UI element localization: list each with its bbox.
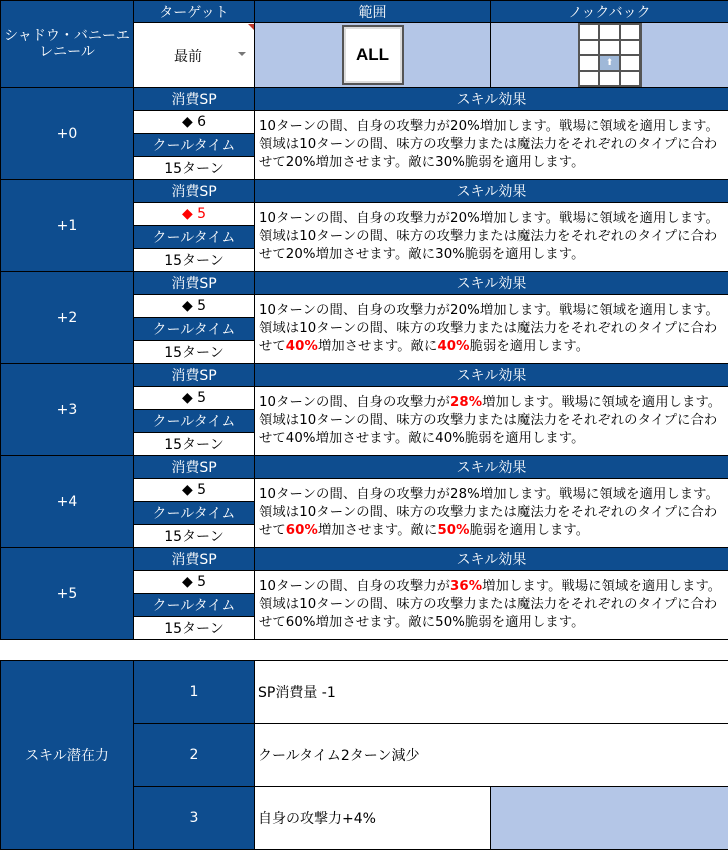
- potential-label: スキル潜在力: [1, 661, 134, 850]
- character-name: シャドウ・バニーエレニール: [4, 28, 130, 60]
- effect-label: スキル効果: [255, 88, 728, 111]
- effect-label: スキル効果: [255, 364, 728, 387]
- effect-segment: 脆弱を適用します。: [469, 523, 590, 538]
- cooldown-label: クールタイム: [134, 502, 255, 525]
- knockback-grid-icon: [578, 23, 642, 87]
- level-label: +5: [1, 548, 134, 640]
- range-header: 範囲: [255, 1, 491, 23]
- effect-segment: 10ターンの間、自身の攻撃力が20%増加します。戦場に領域を適用します。領域は10ターンの間、味方の攻撃力または魔法力をそれぞれのタイプに合わせて20%増加させます。敵に30%脆弱を適用します。: [259, 211, 719, 262]
- sp-value: ◆ 5: [134, 479, 255, 502]
- sp-value: ◆ 5: [134, 295, 255, 318]
- cooldown-value: 15ターン: [134, 341, 255, 364]
- target-header: ターゲット: [134, 1, 255, 23]
- effect-segment: 増加します。戦場に領域を適用します。領域は10ターンの間、味方の攻撃力または魔法力をそれぞれのタイプに合わせて40%増加させます。敵に40%脆弱を適用します。: [259, 395, 722, 446]
- effect-segment: 10ターンの間、自身の攻撃力が20%増加します。戦場に領域を適用します。領域は10ターンの間、味方の攻撃力または魔法力をそれぞれのタイプに合わせて20%増加させます。敵に30%脆弱を適用します。: [259, 119, 719, 170]
- effect-highlight: 60%: [285, 523, 318, 538]
- cooldown-label: クールタイム: [134, 594, 255, 617]
- character-name-cell: [1, 1, 134, 88]
- range-all-icon: [342, 25, 404, 85]
- effect-text: [255, 295, 728, 364]
- effect-highlight: 36%: [450, 579, 483, 594]
- potential-empty-cell: [491, 787, 728, 850]
- effect-text: [255, 203, 728, 272]
- level-label: +3: [1, 364, 134, 456]
- cooldown-label: クールタイム: [134, 318, 255, 341]
- effect-segment: 増加させます。敵に: [317, 339, 438, 354]
- sp-label: 消費SP: [134, 364, 255, 387]
- potential-text-3: 自身の攻撃力+4%: [255, 787, 491, 850]
- cooldown-value: 15ターン: [134, 157, 255, 180]
- chevron-down-icon[interactable]: [238, 52, 246, 56]
- level-label: +4: [1, 456, 134, 548]
- target-cell: [134, 23, 255, 88]
- effect-segment: 増加させます。敵に: [317, 523, 438, 538]
- potential-text-1: SP消費量 -1: [255, 661, 728, 724]
- sp-label: 消費SP: [134, 180, 255, 203]
- up-arrow-icon: ⬆: [600, 56, 619, 70]
- cooldown-value: 15ターン: [134, 617, 255, 640]
- cooldown-value: 15ターン: [134, 433, 255, 456]
- effect-text: [255, 479, 728, 548]
- cooldown-value: 15ターン: [134, 249, 255, 272]
- effect-text: [255, 571, 728, 640]
- sp-label: 消費SP: [134, 456, 255, 479]
- sp-label: 消費SP: [134, 548, 255, 571]
- level-label: +2: [1, 272, 134, 364]
- effect-label: スキル効果: [255, 548, 728, 571]
- effect-highlight: 50%: [437, 523, 470, 538]
- range-cell: [255, 23, 491, 88]
- level-label: +0: [1, 88, 134, 180]
- knockback-header: ノックバック: [491, 1, 728, 23]
- potential-num-1: 1: [134, 661, 255, 724]
- range-all-text: ALL: [355, 45, 390, 64]
- sp-value: ◆ 5: [134, 571, 255, 594]
- target-value: 最前: [174, 49, 202, 65]
- effect-highlight: 28%: [450, 395, 483, 410]
- effect-label: スキル効果: [255, 456, 728, 479]
- effect-text: [255, 111, 728, 180]
- cooldown-label: クールタイム: [134, 410, 255, 433]
- potential-text-2: クールタイム2ターン減少: [255, 724, 728, 787]
- potential-num-3: 3: [134, 787, 255, 850]
- sp-value: ◆ 5: [134, 203, 255, 226]
- sp-value: ◆ 6: [134, 111, 255, 134]
- effect-segment: 増加します。戦場に領域を適用します。領域は10ターンの間、味方の攻撃力または魔法力をそれぞれのタイプに合わせて60%増加させます。敵に50%脆弱を適用します。: [259, 579, 722, 630]
- effect-segment: 脆弱を適用します。: [469, 339, 590, 354]
- target-dropdown[interactable]: [134, 24, 254, 86]
- cooldown-label: クールタイム: [134, 226, 255, 249]
- knockback-cell: [491, 23, 728, 88]
- effect-label: スキル効果: [255, 180, 728, 203]
- sp-value: ◆ 5: [134, 387, 255, 410]
- potential-num-2: 2: [134, 724, 255, 787]
- skill-table: [0, 0, 728, 88]
- effect-segment: 10ターンの間、自身の攻撃力が: [259, 579, 451, 594]
- cooldown-value: 15ターン: [134, 525, 255, 548]
- effect-highlight: 40%: [285, 339, 318, 354]
- effect-segment: 10ターンの間、自身の攻撃力が: [259, 395, 451, 410]
- sp-label: 消費SP: [134, 88, 255, 111]
- effect-segment: 10ターンの間、自身の攻撃力が28%増加します。戦場に領域を適用します。領域は10ターンの間、味方の攻撃力または魔法力をそれぞれのタイプに合わせて: [259, 487, 719, 538]
- sp-label: 消費SP: [134, 272, 255, 295]
- level-label: +1: [1, 180, 134, 272]
- effect-text: [255, 387, 728, 456]
- potential-table: [0, 660, 728, 850]
- levels-table: [0, 87, 728, 640]
- effect-label: スキル効果: [255, 272, 728, 295]
- effect-highlight: 40%: [437, 339, 470, 354]
- comment-marker-icon: [248, 24, 254, 30]
- cooldown-label: クールタイム: [134, 134, 255, 157]
- effect-segment: 10ターンの間、自身の攻撃力が20%増加します。戦場に領域を適用します。領域は10ターンの間、味方の攻撃力または魔法力をそれぞれのタイプに合わせて: [259, 303, 719, 354]
